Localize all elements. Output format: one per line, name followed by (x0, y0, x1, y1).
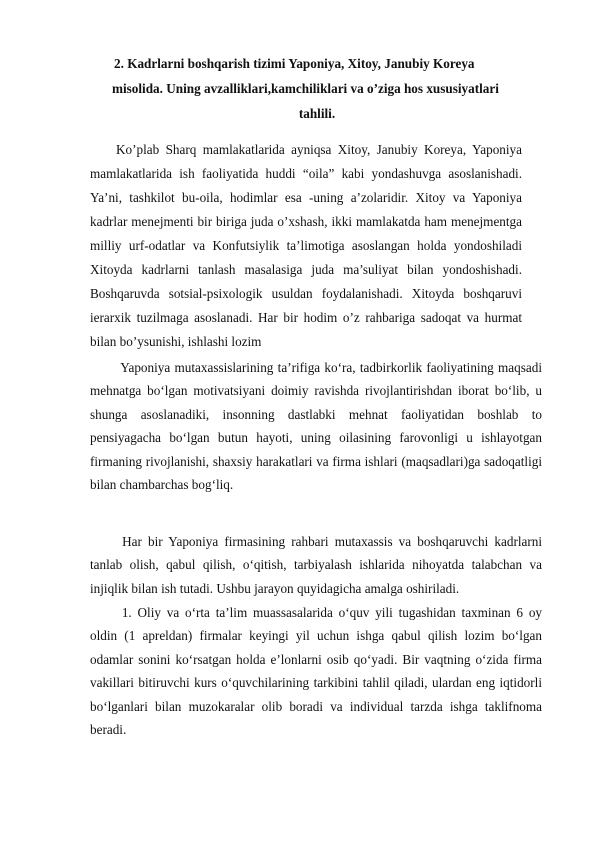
paragraph-japan-selection (90, 530, 542, 600)
paragraph-text: Yaponiya mutaxassislarining ta’rifiga ko‘ra, tadbirkorlik faoliyatining maqsadi mehnatga bo‘lgan motivatsiyani doimiy ravishda rivojlantirishdan iborat bo‘lib, u shunga asoslanadiki, insonning dastlabki mehnat faoliyatidan boshlab to pensiyagacha bo‘lgan butun hayoti, uning oilasining farovonligi u ishlayotgan firmaning rivojlanishi, shaxsiy harakatlari va firma ishlari (maqsadlari)ga sadoqatligi bilan chambarchas bog‘liq. (90, 360, 542, 493)
paragraph-hiring-step-1 (90, 601, 542, 741)
paragraph-japan-motivation (90, 356, 542, 496)
paragraph-east-asia-overview: Ko’plab Sharq mamlakatlarida ayniqsa Xitoy, Janubiy Koreya, Yaponiya mamlakatlarida ish faoliyatida huddi “oila” kabi yondashuvga asoslanishadi. Ya’ni, tashkilot bu-oila, hodimlar esa -uning a’zolaridir. Xitoy va Yaponiya kadrlar menejmenti bir biriga juda o’xshash, ikki mamlakatda ham menejmentga milliy urf-odatlar va Konfutsiylik ta’limotiga asoslangan holda yondoshiladi Xitoyda kadrlarni tanlash masalasiga juda ma’suliyat bilan yondoshishadi. Boshqaruvda sotsial-psixologik usuldan foydalanishadi. Xitoyda boshqaruvi ierarxik tuzilmaga asoslanadi. Har bir hodim o’z rahbariga sadoqat va hurmat bilan bo’ysunishi, ishlashi lozim (90, 142, 522, 349)
section-heading-line-3: tahlili. (298, 106, 336, 121)
section-heading-line-1: 2. Kadrlarni boshqarish tizimi Yaponiya, Xitoy, Janubiy Koreya (114, 56, 475, 71)
paragraph-text: 1. Oliy va o‘rta ta’lim muassasalarida o‘quv yili tugashidan taxminan 6 oy oldin (1 apreldan) firmalar keyingi yil uchun ishga qabul qilish lozim bo‘lgan odamlar sonini ko‘rsatgan holda e’lonlarni osib qo‘yadi. Bir vaqtning o‘zida firma vakillari bitiruvchi kurs o‘quvchilarining tarkibini tahlil qiladi, ulardan eng iqtidorli bo‘lganlari bilan muzokaralar olib boradi va individual tarzda ishga taklifnoma beradi. (90, 605, 543, 738)
paragraph-text: Har bir Yaponiya firmasining rahbari mutaxassis va boshqaruvchi kadrlarni tanlab olish, qabul qilish, o‘qitish, tarbiyalash ishlarida nihoyatda talabchan va injiqlik bilan ish tutadi. Ushbu jarayon quyidagicha amalga oshiriladi. (90, 534, 543, 596)
section-heading-line-2: misolida. Uning avzalliklari,kamchiliklari va o’ziga hos xususiyatlari (112, 81, 499, 96)
